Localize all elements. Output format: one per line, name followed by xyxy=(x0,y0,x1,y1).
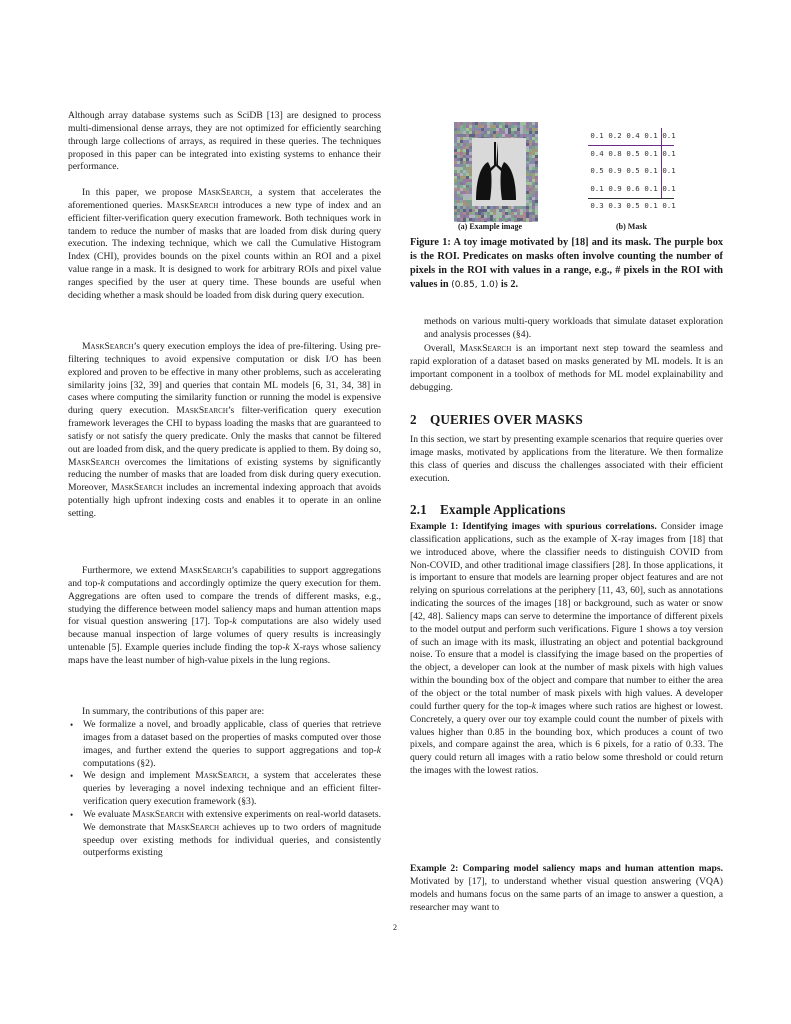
mask-cell: 0.9 xyxy=(608,166,622,176)
mask-cell: 0.1 xyxy=(590,183,604,193)
mask-cell: 0.1 xyxy=(662,166,676,176)
paragraph-example1: Example 1: Identifying images with spurious correlations. Consider image classification applications, such as the example of X-ray images from [18] that we introduced above, where the classifier needs to distinguish COVID from Non-COVID, and other traditional image classifiers [28]. In those applications, it is important to ensure that models are learning proper object features and are not relying on spurious correlations at the periphery [11, 43, 60], such as annotations indicating the sources of the images [18] or background, such as water or snow [42, 48]. Saliency maps can serve to determine the importance of different pixels to the model output and perform such verifications. Figure 1 shows a toy version of such an image with its mask, illustrating an object and potential background noise. To ensure that a model is classifying the image based on the properties of the object, a developer can look at the number of mask pixels with high values within the bounding box of the object and compare that number to either the area of the object or the total number of mask pixels with high values. A developer could further query for the top-k images where such ratios are highest or lowest. Concretely, a query over our toy example could count the number of pixels with values higher than 0.85 in the bounding box, which produces a count of two pixels, and compare against the area, which is 6 pixels, for a ratio of 0.33. The query could return all images with a ratio below some threshold or could return the images with the lowest ratios. xyxy=(410,521,723,777)
paragraph-overall: Overall, MaskSearch is an important next step toward the seamless and rapid exploration of a dataset based on masks generated by ML models. It is an important component in a toolbox of methods for ML model explainability and debugging. xyxy=(410,343,723,393)
mask-row xyxy=(588,127,678,145)
mask-cell: 0.1 xyxy=(662,131,676,141)
page-number: 2 xyxy=(393,923,397,932)
mask-cell: 0.1 xyxy=(644,148,658,158)
contribution-item: • We evaluate MaskSearch with extensive experiments on real-world datasets. We demonstrate that MaskSearch achieves up to two orders of magnitude speedup over existing methods for individual queries, and consistently outperforms existing xyxy=(70,808,381,859)
mask-row xyxy=(588,145,678,163)
mask-cell: 0.1 xyxy=(662,201,676,211)
mask-cell: 0.1 xyxy=(644,166,658,176)
mask-separator xyxy=(588,198,674,199)
mask-cell: 0.5 xyxy=(590,166,604,176)
mask-cell: 0.6 xyxy=(626,183,640,193)
example-image xyxy=(454,122,538,222)
mask-cell: 0.3 xyxy=(590,201,604,211)
mask-cell: 0.1 xyxy=(662,183,676,193)
mask-cell: 0.5 xyxy=(626,201,640,211)
mask-cell: 0.3 xyxy=(608,201,622,211)
mask-row xyxy=(588,162,678,180)
paragraph-intro: Although array database systems such as SciDB [13] are designed to process multi-dimensional dense arrays, they are not optimized for efficiently searching through large collections of arrays, as required in these queries. The techniques proposed in this paper can be integrated into existing systems to enhance their performance. xyxy=(68,110,381,173)
mask-cell: 0.5 xyxy=(626,166,640,176)
contribution-item: • We formalize a novel, and broadly applicable, class of queries that retrieve images from a dataset based on the properties of masks computed over those images, and further extend the queries to support aggregations and top-k computations (§2). xyxy=(70,719,381,769)
mask-cell: 0.5 xyxy=(626,148,640,158)
paragraph-section2-intro: In this section, we start by presenting example scenarios that require queries over image masks, motivated by applications from the literature. We then formalize this class of queries and discuss the challenges associated with their efficient execution. xyxy=(410,434,723,484)
paragraph-summary: In summary, the contributions of this paper are: xyxy=(82,706,265,717)
mask-row xyxy=(588,180,678,198)
mask-cell: 0.9 xyxy=(608,183,622,193)
subcaption-a: (a) Example image xyxy=(458,222,522,231)
mask-cell: 0.1 xyxy=(590,131,604,141)
mask-cell: 0.1 xyxy=(644,131,658,141)
mask-row xyxy=(588,197,678,215)
paragraph-example2: Example 2: Comparing model saliency maps and human attention maps. Motivated by [17], to understand whether visual question answering (VQA) models and humans focus on the same parts of an image to answer a question, a researcher may want to xyxy=(410,863,723,913)
paragraph-proposal: In this paper, we propose MaskSearch, a system that accelerates the aforementioned queries. MaskSearch introduces a new type of index and an efficient filter-verification query execution framework. Both techniques work in tandem to reduce the number of masks that are loaded from disk during query execution. The indexing technique, which we call the Cumulative Histogram Index (CHI), provides bounds on the pixel counts within an ROI and a pixel value range in a mask. It is designed to work for arbitrary ROIs and pixel value ranges specified by the user at query time. These bounds are useful when deciding whether a mask should be loaded from disk during query execution. xyxy=(68,187,381,301)
paragraph-prefiltering: MaskSearch’s query execution employs the idea of pre-filtering. Using pre-filtering techniques to avoid expensive computation or disk I/O has been explored and proven to be effective in many other problems, such as accelerating similarity joins [32, 39] and queries that contain ML models [6, 31, 34, 38] in cases where computing the similarity function or running the model is expensive during query execution. MaskSearch’s filter-verification query execution framework leverages the CHI to bypass loading the masks that are guaranteed to satisfy or not satisfy the query predicate. Only the masks that cannot be filtered out are loaded from disk, and the query predicate is applied to them. By doing so, MaskSearch overcomes the limitations of existing systems by significantly reducing the number of masks that are loaded from disk during query execution. Moreover, MaskSearch includes an incremental indexing approach that avoids potentially high upfront indexing costs and enables it to operate in an online setting. xyxy=(68,341,381,519)
mask-grid xyxy=(588,127,678,215)
mask-cell: 0.4 xyxy=(590,148,604,158)
paragraph-aggregations: Furthermore, we extend MaskSearch’s capabilities to support aggregations and top-k computations and accordingly optimize the query execution for them. Aggregations are often used to compare the trends of different masks, e.g., studying the difference between model saliency maps and human attention maps for visual question answering [17]. Top-k computations are also widely used because manual inspection of large volumes of query results is increasingly untenable [5]. Example queries include finding the top-k X-rays whose saliency maps have the least number of high-value pixels in the lung regions. xyxy=(68,565,381,666)
mask-cell: 0.4 xyxy=(626,131,640,141)
mask-cell: 0.1 xyxy=(662,148,676,158)
subcaption-b: (b) Mask xyxy=(616,222,647,231)
mask-cell: 0.1 xyxy=(644,201,658,211)
figure-caption: Figure 1: A toy image motivated by [18] and its mask. The purple box is the ROI. Predicates on masks often involve counting the number of pixels in the ROI with values in a range, e.g., # pixels in the ROI with values in (0.85, 1.0) is 2. xyxy=(410,237,723,290)
paragraph-continued: methods on various multi-query workloads that simulate dataset exploration and analysis processes (§4). xyxy=(424,316,723,340)
mask-cell: 0.8 xyxy=(608,148,622,158)
contribution-item: • We design and implement MaskSearch, a system that accelerates these queries by leveraging a novel indexing technique and an efficient filter-verification query execution framework (§3). xyxy=(70,770,381,808)
mask-cell: 0.1 xyxy=(644,183,658,193)
roi-right-edge xyxy=(661,128,662,198)
section-heading-2-1: 2.1 Example Applications xyxy=(410,502,566,517)
figure-1 xyxy=(410,118,723,298)
mask-cell: 0.2 xyxy=(608,131,622,141)
contributions-list xyxy=(68,719,381,860)
section-heading-2: 2 QUERIES OVER MASKS xyxy=(410,412,583,427)
